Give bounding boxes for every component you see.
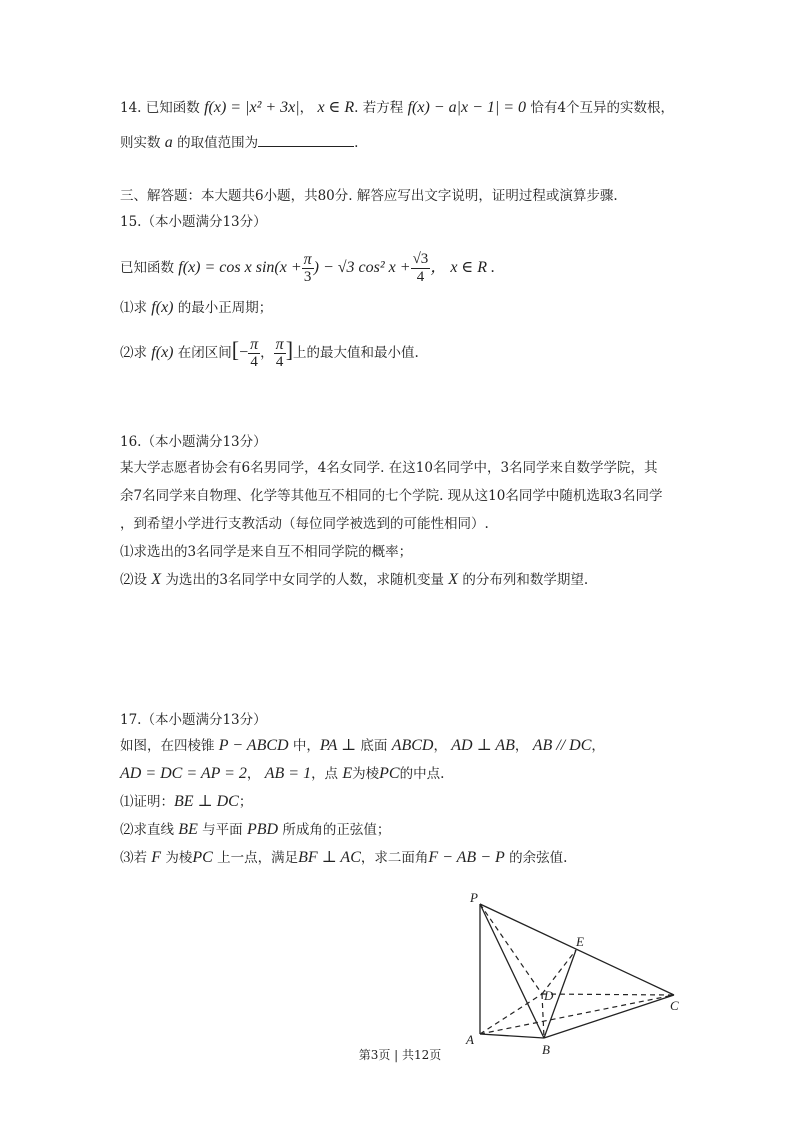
pi-over-4: $\frac{\pi}{4}$ <box>275 336 284 370</box>
q16-part1: ⑴求选出的3名同学是来自互不相同学院的概率； <box>120 544 413 560</box>
label-B: B <box>542 1042 550 1057</box>
q15-part2: ⑵求 f(x) 在闭区间[− $\frac{\pi}{4}$ ， $\frac{\pi}{4}$ ]上的最大值和最小值. <box>120 336 419 370</box>
q17-part2: ⑵求直线 BE 与平面 PBD 所成角的正弦值； <box>120 821 391 838</box>
label-P: P <box>470 890 478 905</box>
q14-line2: 则实数 a 的取值范围为 . <box>120 134 359 151</box>
q17-part3: ⑶若 F 为棱PC 上一点，满足BF ⊥ AC，求二面角F − AB − P 的余弦值. <box>120 849 568 866</box>
q16-line3: ，到希望小学进行支教活动（每位同学被选到的可能性相同）. <box>120 516 489 532</box>
edge-DC <box>542 994 674 995</box>
sqrt3-over-4: $\frac{√3}{4}$ <box>412 251 429 285</box>
label-A: A <box>466 1032 474 1047</box>
edge-PD <box>480 904 542 994</box>
edge-PC <box>480 904 674 995</box>
edge-AC <box>480 995 674 1034</box>
edge-AB <box>480 1034 544 1038</box>
section-heading: 三、解答题：本大题共6小题，共80分. 解答应写出文字说明，证明过程或演算步骤. <box>120 188 618 204</box>
answer-blank <box>258 132 354 147</box>
q16-line1: 某大学志愿者协会有6名男同学，4名女同学. 在这10名同学中，3名同学来自数学学院，其 <box>120 460 658 476</box>
q16-line2: 余7名同学来自物理、化学等其他互不相同的七个学院. 现从这10名同学中随机选取3名同学 <box>120 488 663 504</box>
pyramid-figure <box>460 888 700 1058</box>
q16-part2: ⑵设 X 为选出的3名同学中女同学的人数，求随机变量 X 的分布列和数学期望. <box>120 571 589 588</box>
label-C: C <box>670 998 679 1013</box>
edge-BC <box>544 995 674 1038</box>
q16-title: 16.（本小题满分13分） <box>120 434 267 450</box>
q17-part1: ⑴证明：BE ⊥ DC； <box>120 793 253 810</box>
q14-line1: 14. 已知函数 f(x) = |x² + 3x|， x ∈ R. 若方程 f(x) − a|x − 1| = 0 恰有4个互异的实数根， <box>120 99 674 116</box>
q17-line2: AD = DC = AP = 2， AB = 1，点 E为棱PC的中点. <box>120 765 445 782</box>
pi-over-3: $\frac{\pi}{3}$ <box>303 251 312 285</box>
label-E: E <box>576 934 584 949</box>
edge-PB <box>480 904 544 1038</box>
label-D: D <box>544 988 554 1003</box>
q17-line1: 如图，在四棱锥 P − ABCD 中，PA ⊥ 底面 ABCD， AD ⊥ AB， AB // DC， <box>120 737 605 754</box>
q15-stem: 已知函数 f(x) = cos x sin(x + $\frac{\pi}{3}$ ) − √3 cos² x + $\frac{√3}{4}$ ， x ∈ R . <box>120 251 496 285</box>
page-footer: 第3页 | 共12页 <box>358 1048 442 1062</box>
q15-part1: ⑴求 f(x) 的最小正周期； <box>120 299 273 316</box>
minus-pi-over-4: $\frac{\pi}{4}$ <box>250 336 259 370</box>
q15-title: 15.（本小题满分13分） <box>120 214 267 230</box>
q17-title: 17.（本小题满分13分） <box>120 712 267 728</box>
